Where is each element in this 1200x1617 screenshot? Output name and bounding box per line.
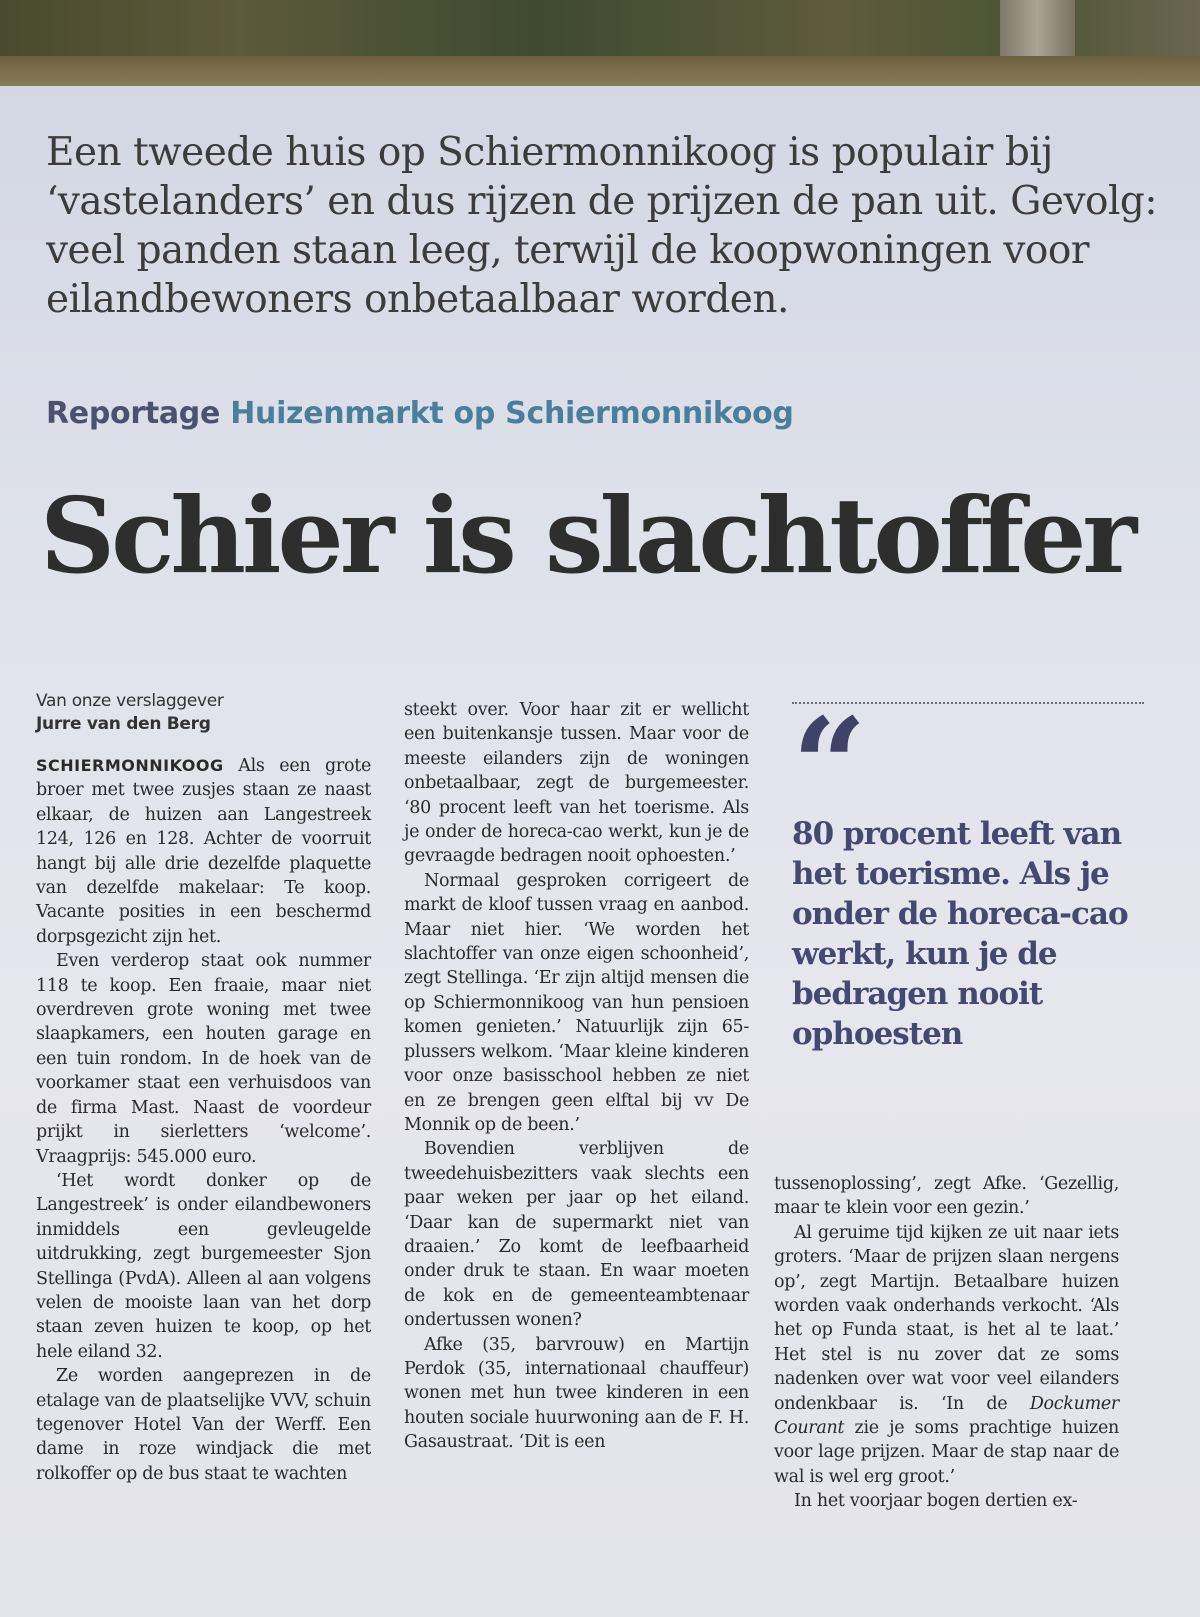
paragraph-6: Normaal gesproken corrigeert de markt de kloof tussen vraag en aanbod. Maar niet hier. ‘We worden het slachtoffer van onze eigen schoonheid’, zegt Stellinga. ‘Er zijn altijd mensen die op Schiermonnikoog van hun pensioen komen genieten.’ Natuurlijk zijn 65-plussers welkom. ‘Maar kleine kinderen voor onze basisschool hebben ze niet en ze brengen geen elftal bij vv De Monnik op de been.’ [404,870,749,1135]
article-column-1 [36,690,371,1486]
paragraph-10-a: Al geruime tijd kijken ze uit naar iets groters. ‘Maar de prijzen slaan nergens op’, zegt Martijn. Betaalbare huizen worden vaak onderhands verkocht. ‘Als het op Funda staat, is het al te laat.’ Het stel is nu zover dat ze soms nadenken over wat voor veel eilanders ondenkbaar is. ‘In de [774,1222,1119,1414]
photo-ground [0,56,1200,86]
headline: Schier is slachtoffer [40,474,1134,597]
paragraph-11: In het voorjaar bogen dertien ex- [794,1491,1078,1512]
intro-lead: Een tweede huis op Schiermonnikoog is populair bij ‘vastelanders’ en dus rijzen de prijzen de pan uit. Gevolg: veel panden staan leeg, terwijl de koopwoningen voor eilandbewoners onbetaalbaar worden. [46,130,1158,322]
newspaper-name: Dockumer Courant [774,1393,1119,1439]
paragraph-1 [36,754,371,949]
pull-quote-text: 80 procent leeft van het toerisme. Als je onder de horeca-cao werkt, kun je de bedragen nooit ophoesten [792,816,1128,1052]
paragraph-5: steekt over. Voor haar zit er wellicht een buitenkansje tussen. Maar voor de meeste eilanders zijn de woningen onbetaalbaar, zegt de burgemeester. ‘80 procent leeft van het toerisme. Als je onder de horeca-cao werkt, kun je de gevraagde bedragen nooit ophoesten.’ [404,700,749,867]
header-photo [0,0,1200,86]
paragraph-10-b: zie je soms prachtige huizen voor lage prijzen. Maar de stap naar de wal is wel erg groot.’ [774,1418,1119,1487]
paragraph-3: ‘Het wordt donker op de Langestreek’ is onder eilandbewoners inmiddels een gevleugelde uitdrukking, zegt burgemeester Sjon Stellinga (PvdA). Alleen al aan volgens velen de mooiste laan van het dorp staan zeven huizen te koop, op het hele eiland 32. [36,1170,371,1362]
paragraph-1-text: Als een grote broer met twee zusjes staan ze naast elkaar, de huizen aan Langestreek 124, 126 en 128. Achter de voorruit hangt bij alle drie dezelfde plaquette van dezelfde makelaar: Te koop. Vacante posities in een beschermd dorpsgezicht zijn het. [36,756,371,947]
quote-mark-icon: “ [792,689,859,842]
kicker-topic: Huizenmarkt op Schiermonnikoog [230,396,794,431]
article-column-2 [404,698,749,1455]
byline-intro: Van onze verslaggever [36,691,224,711]
paragraph-10 [774,1221,1119,1489]
kicker-label: Reportage [46,396,221,431]
article-column-3 [774,1172,1119,1514]
paragraph-8: Afke (35, barvrouw) en Martijn Perdok (35, internationaal chauffeur) wonen met hun twee kinderen in een houten sociale huurwoning aan de F. H. Gasaustraat. ‘Dit is een [404,1334,749,1453]
pull-quote [792,689,1144,1054]
paragraph-4: Ze worden aangeprezen in de etalage van de plaatselijke VVV, schuin tegenover Hotel Van der Werff. Een dame in roze windjack die met rolkoffer op de bus staat te wachten [36,1366,371,1484]
section-kicker [46,396,794,431]
dateline: SCHIERMONNIKOOG [36,756,224,775]
paragraph-2: Even verderop staat ook nummer 118 te koop. Een fraaie, maar niet overdreven grote woning met twee slaapkamers, een houten garage en een tuin rondom. In de hoek van de voorkamer staat een verhuisdoos van de firma Mast. Naast de voordeur prijkt in sierletters ‘welcome’. Vraagprijs: 545.000 euro. [36,951,371,1167]
paragraph-7: Bovendien verblijven de tweedehuisbezitters vaak slechts een paar weken per jaar op het eiland. ‘Daar kan de supermarkt niet van draaien.’ Zo komt de leefbaarheid onder druk te staan. En waar moeten de kok en de gemeenteambtenaar ondertussen wonen? [404,1139,749,1331]
paragraph-9: tussenoplossing’, zegt Afke. ‘Gezellig, maar te klein voor een gezin.’ [774,1174,1119,1219]
byline-author: Jurre van den Berg [36,714,211,734]
